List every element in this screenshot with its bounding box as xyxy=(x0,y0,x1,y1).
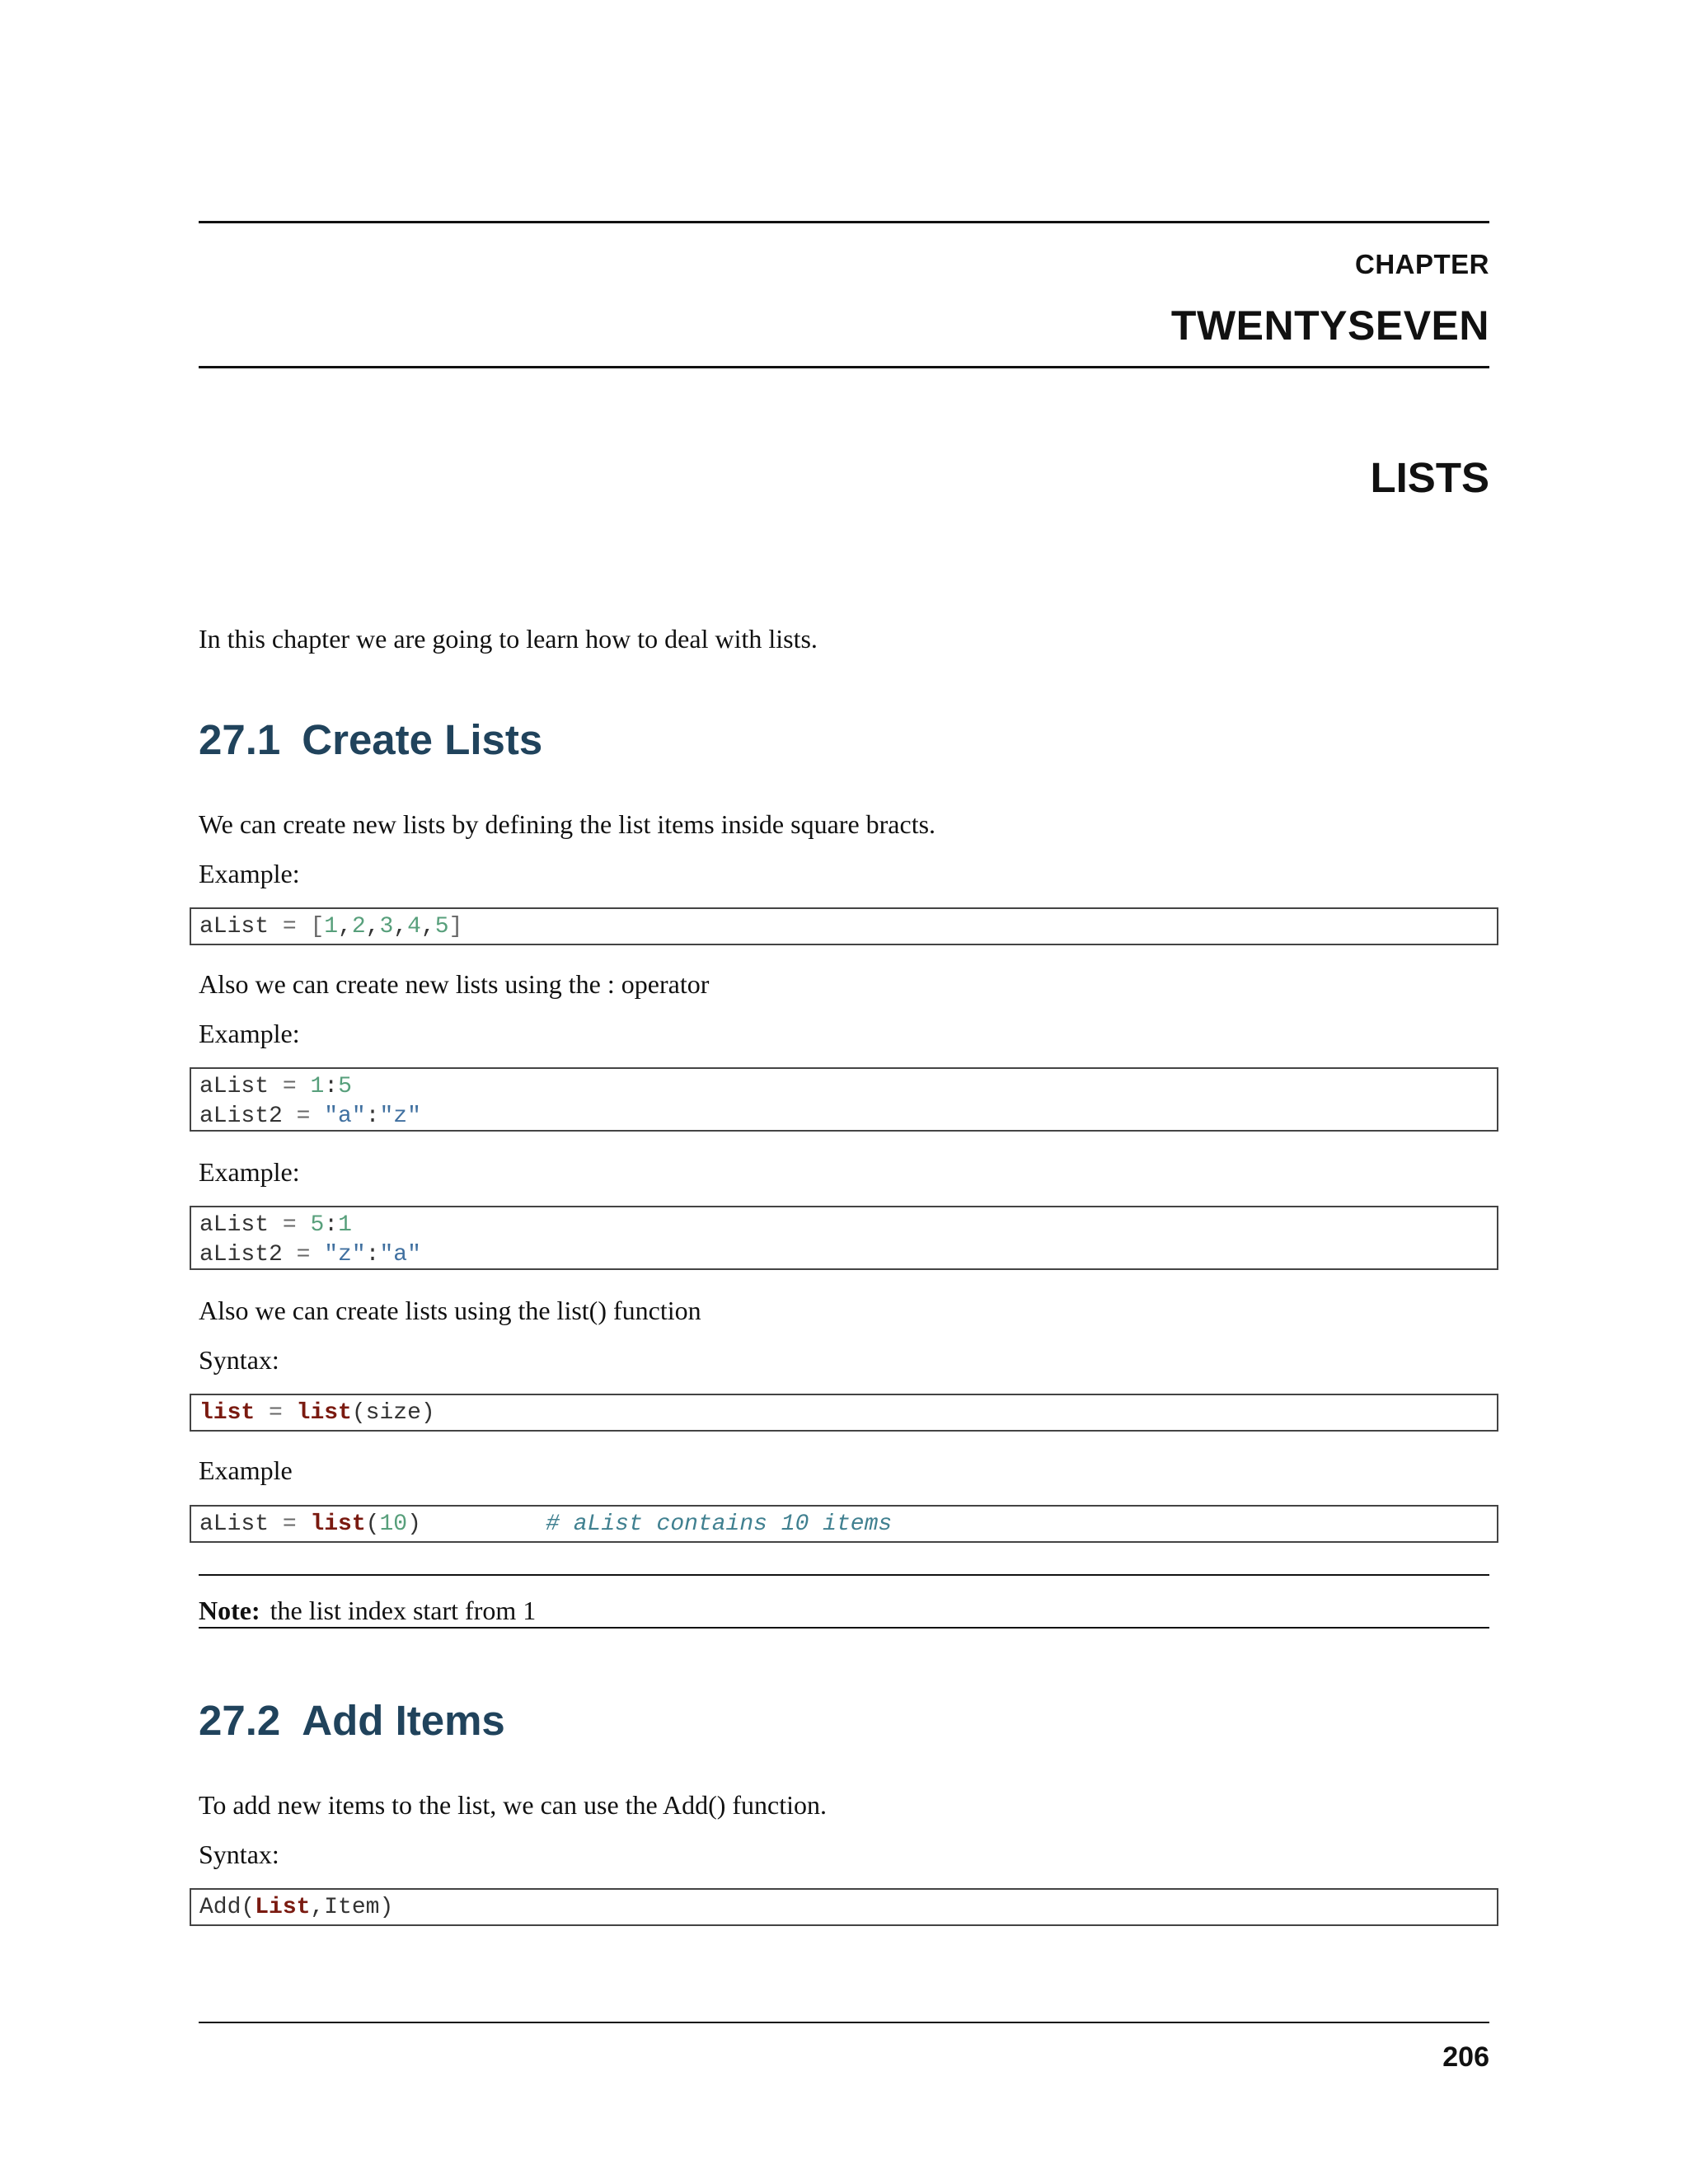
code-bracket: ] xyxy=(448,914,463,940)
code-number: 1 xyxy=(338,1212,352,1238)
code-block xyxy=(190,1067,1498,1132)
section-number: 27.2 xyxy=(199,1697,281,1744)
code-operator: = xyxy=(269,914,311,940)
intro-paragraph: In this chapter we are going to learn how to deal with lists. xyxy=(199,624,818,654)
code-keyword: list xyxy=(199,1400,256,1426)
paragraph: Also we can create new lists using the : operator xyxy=(199,969,710,999)
code-operator: : xyxy=(324,1074,339,1099)
chapter-title: LISTS xyxy=(1370,454,1489,501)
code-keyword: List xyxy=(255,1895,311,1920)
code-comment: # aList contains 10 items xyxy=(546,1511,893,1537)
code-paren: ) xyxy=(407,1511,421,1537)
code-arguments: (size) xyxy=(351,1400,435,1426)
code-bracket: [ xyxy=(310,914,325,940)
code-string: "z" xyxy=(324,1242,366,1268)
code-block xyxy=(190,1394,1498,1432)
code-number: 5 xyxy=(338,1074,352,1099)
code-identifier: aList xyxy=(199,1212,270,1238)
code-string: "z" xyxy=(379,1104,421,1129)
section-heading-create-lists xyxy=(199,715,542,764)
code-operator: = xyxy=(269,1212,311,1238)
paragraph: Also we can create lists using the list() function xyxy=(199,1296,701,1325)
code-identifier: aList2 xyxy=(199,1104,283,1129)
code-keyword: list xyxy=(296,1400,352,1426)
chapter-label: CHAPTER xyxy=(1354,249,1489,279)
code-keyword: list xyxy=(310,1511,366,1537)
code-operator: : xyxy=(365,1104,380,1129)
code-comma: , xyxy=(393,914,408,940)
code-block xyxy=(190,1888,1498,1926)
code-identifier: aList xyxy=(199,914,270,940)
chapter-number: TWENTYSEVEN xyxy=(1170,302,1489,349)
page-number: 206 xyxy=(1442,2041,1489,2073)
note-text: the list index start from 1 xyxy=(270,1596,537,1625)
syntax-label: Syntax: xyxy=(199,1345,279,1375)
section-title: Create Lists xyxy=(302,716,543,763)
code-operator: = xyxy=(282,1104,325,1129)
chapter-bottom-rule xyxy=(199,366,1489,368)
code-comma: , xyxy=(420,914,435,940)
note-bottom-rule xyxy=(199,1627,1489,1629)
code-function: Add( xyxy=(199,1895,256,1920)
code-number: 5 xyxy=(310,1212,325,1238)
section-heading-add-items xyxy=(199,1696,505,1745)
code-operator: = xyxy=(255,1400,297,1426)
example-label: Example: xyxy=(199,859,300,888)
code-whitespace xyxy=(421,1511,546,1537)
code-number: 3 xyxy=(379,914,394,940)
code-number: 5 xyxy=(434,914,449,940)
code-operator: = xyxy=(269,1074,311,1099)
example-label: Example: xyxy=(199,1019,300,1048)
paragraph: We can create new lists by defining the list items inside square bracts. xyxy=(199,809,936,839)
code-block xyxy=(190,1206,1498,1270)
note-top-rule xyxy=(199,1574,1489,1576)
note-label: Note: xyxy=(199,1596,260,1625)
chapter-top-rule xyxy=(199,221,1489,223)
code-arguments: ,Item) xyxy=(310,1895,394,1920)
code-block xyxy=(190,1505,1498,1543)
code-paren: ( xyxy=(365,1511,380,1537)
code-operator: : xyxy=(324,1212,339,1238)
code-comma: , xyxy=(365,914,380,940)
syntax-label: Syntax: xyxy=(199,1840,279,1869)
code-number: 2 xyxy=(351,914,366,940)
section-number: 27.1 xyxy=(199,716,281,763)
code-number: 4 xyxy=(407,914,421,940)
code-block xyxy=(190,907,1498,945)
code-identifier: aList xyxy=(199,1511,270,1537)
code-string: "a" xyxy=(379,1242,421,1268)
footer-rule xyxy=(199,2022,1489,2023)
example-label: Example: xyxy=(199,1157,300,1187)
code-identifier: aList xyxy=(199,1074,270,1099)
code-number: 1 xyxy=(324,914,339,940)
code-number: 1 xyxy=(310,1074,325,1099)
note-box xyxy=(199,1596,536,1626)
example-label: Example xyxy=(199,1455,293,1485)
code-comma: , xyxy=(338,914,352,940)
code-string: "a" xyxy=(324,1104,366,1129)
paragraph: To add new items to the list, we can use the Add() function. xyxy=(199,1790,828,1820)
code-identifier: aList2 xyxy=(199,1242,283,1268)
code-operator: = xyxy=(282,1242,325,1268)
code-operator: : xyxy=(365,1242,380,1268)
section-title: Add Items xyxy=(302,1697,505,1744)
code-operator: = xyxy=(269,1511,311,1537)
code-number: 10 xyxy=(379,1511,408,1537)
